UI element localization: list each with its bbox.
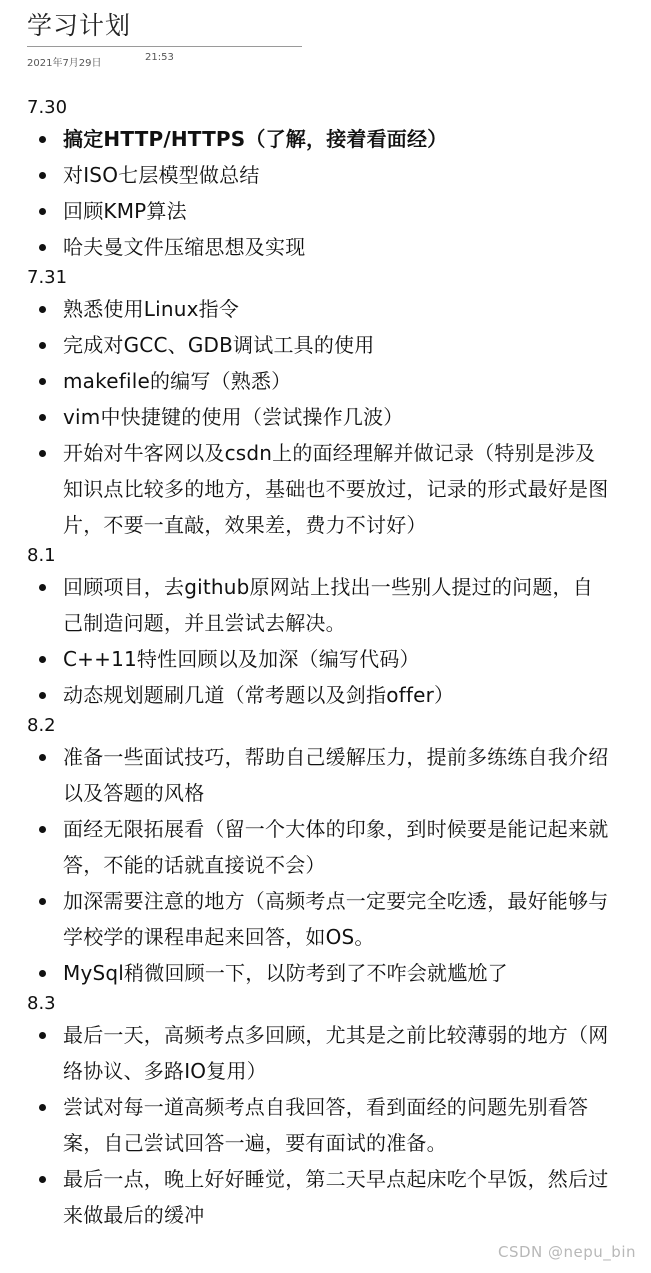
task-list [0, 569, 651, 713]
task-item: 完成对GCC、GDB调试工具的使用 [0, 327, 651, 363]
task-item: MySql稍微回顾一下，以防考到了不咋会就尴尬了 [0, 955, 651, 991]
task-item: 熟悉使用Linux指令 [0, 291, 651, 327]
section-date: 7.31 [27, 267, 68, 288]
plan-content [0, 95, 651, 1233]
watermark: CSDN @nepu_bin [498, 1243, 636, 1261]
task-item: 搞定HTTP/HTTPS（了解，接着看面经） [0, 121, 651, 157]
day-section [0, 265, 651, 543]
task-list [0, 1017, 651, 1233]
task-item: 开始对牛客网以及csdn上的面经理解并做记录（特别是涉及知识点比较多的地方，基础也不要放过，记录的形式最好是图片，不要一直敲，效果差，费力不讨好） [0, 435, 651, 543]
task-item: 回顾KMP算法 [0, 193, 651, 229]
day-section [0, 543, 651, 713]
task-item: 准备一些面试技巧，帮助自己缓解压力，提前多练练自我介绍以及答题的风格 [0, 739, 651, 811]
task-item: 哈夫曼文件压缩思想及实现 [0, 229, 651, 265]
task-item: 尝试对每一道高频考点自我回答，看到面经的问题先别看答案，自己尝试回答一遍，要有面试的准备。 [0, 1089, 651, 1161]
section-date: 8.3 [27, 993, 56, 1014]
task-list [0, 739, 651, 991]
task-item: 加深需要注意的地方（高频考点一定要完全吃透，最好能够与学校学的课程串起来回答，如OS。 [0, 883, 651, 955]
section-date: 8.1 [27, 545, 56, 566]
task-item: makefile的编写（熟悉） [0, 363, 651, 399]
note-date: 2021年7月29日 [27, 58, 102, 69]
task-item: 最后一点，晚上好好睡觉，第二天早点起床吃个早饭，然后过来做最后的缓冲 [0, 1161, 651, 1233]
task-list [0, 121, 651, 265]
task-item: 对ISO七层模型做总结 [0, 157, 651, 193]
task-item: 动态规划题刷几道（常考题以及剑指offer） [0, 677, 651, 713]
note-time: 21:53 [145, 52, 174, 63]
title-underline [27, 46, 302, 47]
day-section [0, 991, 651, 1233]
day-section [0, 713, 651, 991]
day-section [0, 95, 651, 265]
page-title: 学习计划 [27, 11, 132, 40]
section-date: 7.30 [27, 97, 68, 118]
task-item: 回顾项目，去github原网站上找出一些别人提过的问题，自己制造问题，并且尝试去解决。 [0, 569, 651, 641]
task-list [0, 291, 651, 543]
task-item: vim中快捷键的使用（尝试操作几波） [0, 399, 651, 435]
task-item: 最后一天，高频考点多回顾，尤其是之前比较薄弱的地方（网络协议、多路IO复用） [0, 1017, 651, 1089]
task-item: C++11特性回顾以及加深（编写代码） [0, 641, 651, 677]
task-item: 面经无限拓展看（留一个大体的印象，到时候要是能记起来就答，不能的话就直接说不会） [0, 811, 651, 883]
section-date: 8.2 [27, 715, 56, 736]
